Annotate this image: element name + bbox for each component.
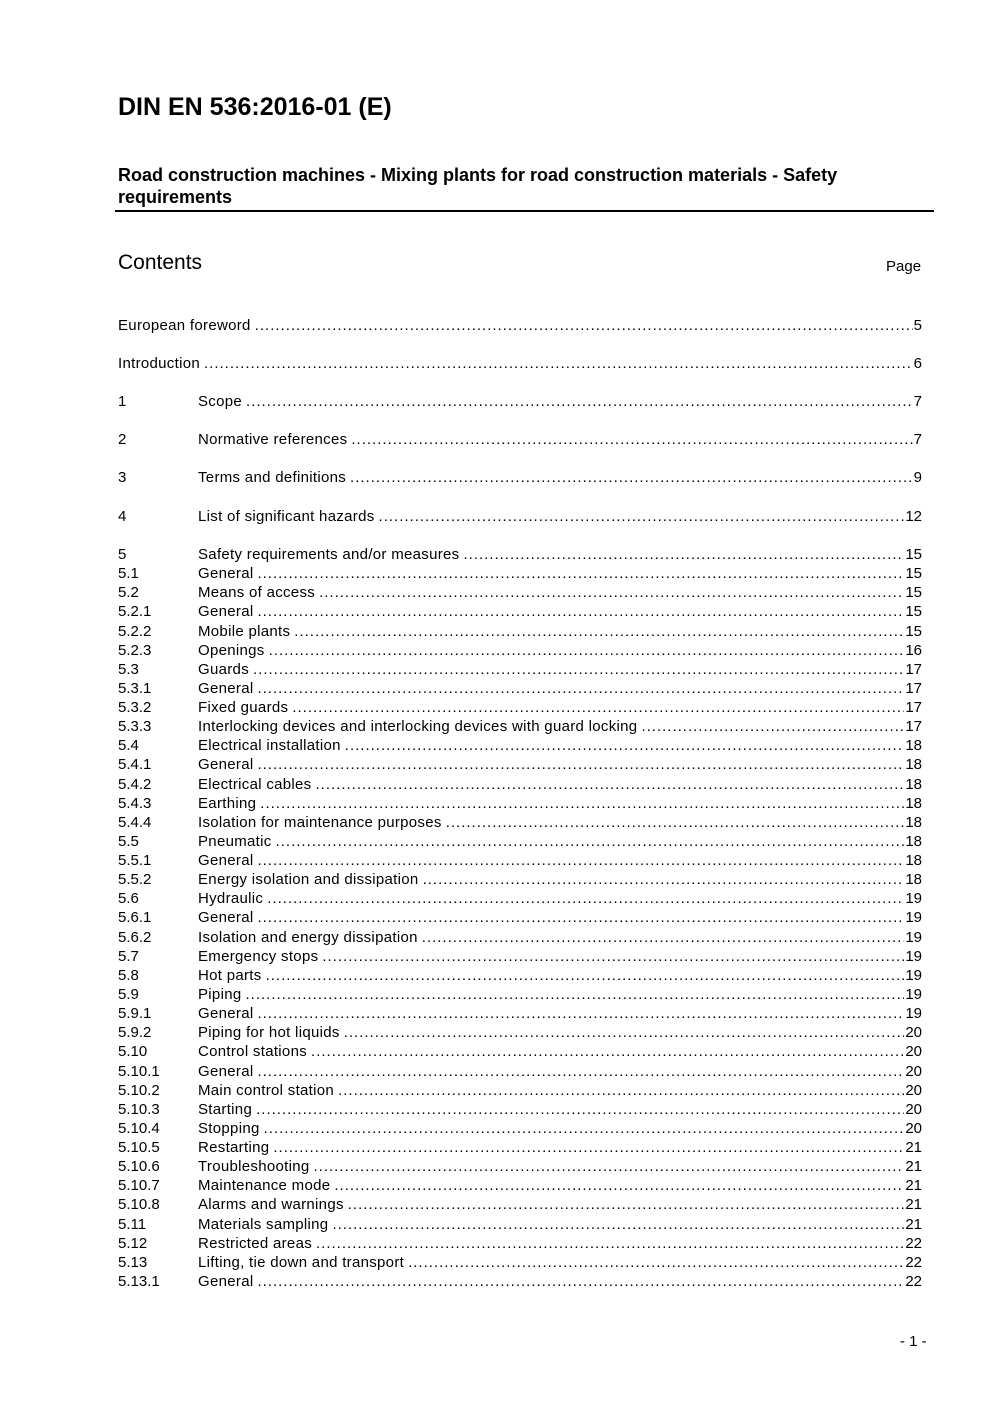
toc-section-title: List of significant hazards [198,508,375,525]
toc-page-number: 17 [905,699,922,717]
toc-dot-leader [257,602,904,622]
toc-section-title: Mobile plants [198,622,291,640]
toc-entry[interactable] [118,583,922,603]
toc-section-title: Openings [198,641,265,659]
toc-page-number: 19 [905,928,922,946]
toc-section-title: Electrical installation [198,737,341,755]
toc-entry[interactable] [118,832,922,852]
toc-page-number: 5 [913,317,922,334]
toc-section-title: Fixed guards [198,699,289,717]
toc-entry[interactable] [118,813,922,833]
toc-dot-leader [257,1272,904,1292]
toc-page-number: 19 [905,890,922,908]
toc-entry[interactable] [118,1081,922,1101]
toc-page-number: 15 [905,546,922,563]
toc-dot-leader [316,1234,904,1254]
toc-page-number: 18 [905,852,922,870]
toc-page-number: 22 [905,1253,922,1271]
toc-dot-leader [344,1023,905,1043]
toc-section-title: General [198,1272,254,1290]
toc-entry[interactable] [118,1119,922,1139]
toc-section-number: 5.2.1 [118,603,152,621]
toc-section-number: 5.4.4 [118,813,152,831]
toc-section-number: 5.6.2 [118,928,152,946]
toc-dot-leader [422,928,905,948]
toc-section-number: 5.9 [118,985,139,1003]
toc-section-number: 5.4.2 [118,775,152,793]
toc-page-number: 17 [905,679,922,697]
toc-section-number: 5.3.3 [118,718,152,736]
toc-page-number: 22 [905,1234,922,1252]
title-underline [115,210,934,212]
toc-section-number: 5.10.8 [118,1196,160,1214]
toc-section-title: Means of access [198,584,316,602]
toc-entry[interactable] [118,316,922,336]
toc-entry[interactable] [118,947,922,967]
toc-page-number: 7 [913,393,922,410]
toc-section-number: 5.5.2 [118,871,152,889]
toc-entry[interactable] [118,870,922,890]
toc-dot-leader [322,947,904,967]
toc-page-number: 20 [905,1119,922,1137]
toc-entry[interactable] [118,468,922,488]
toc-page-number: 21 [905,1215,922,1233]
toc-dot-leader [246,392,913,412]
toc-dot-leader [269,641,905,661]
toc-page-number: 21 [905,1139,922,1157]
toc-section-title: Main control station [198,1081,335,1099]
toc-section-title: Terms and definitions [198,469,347,486]
toc-entry[interactable] [118,1042,922,1062]
toc-section-number: 5.13.1 [118,1272,160,1290]
toc-section-number: 5.3 [118,660,139,678]
toc-section-title: Guards [198,660,249,678]
toc-dot-leader [463,545,904,565]
toc-dot-leader [423,870,905,890]
toc-entry[interactable] [118,1138,922,1158]
toc-section-title: Isolation for maintenance purposes [198,813,442,831]
toc-dot-leader [257,1004,904,1024]
toc-entry[interactable] [118,775,922,795]
toc-dot-leader [315,775,904,795]
toc-entry[interactable] [118,1215,922,1235]
toc-page-number: 19 [905,909,922,927]
toc-section-number: 5.4.1 [118,756,152,774]
toc-section-number: 5.12 [118,1234,148,1252]
toc-page-number: 15 [905,603,922,621]
toc-dot-leader [379,507,905,527]
toc-page-number: 6 [913,355,922,372]
toc-entry[interactable] [118,1100,922,1120]
toc-page-number: 20 [905,1100,922,1118]
toc-dot-leader [257,851,904,871]
toc-entry[interactable] [118,622,922,642]
toc-dot-leader [292,698,904,718]
page-column-label: Page [886,258,922,275]
toc-section-title: Control stations [198,1043,308,1061]
toc-entry[interactable] [118,1253,922,1273]
toc-dot-leader [253,660,904,680]
toc-section-title: General [198,909,254,927]
toc-page-number: 15 [905,622,922,640]
toc-entry[interactable] [118,602,922,622]
toc-entry[interactable] [118,430,922,450]
toc-section-title: Earthing [198,794,257,812]
toc-page-number: 12 [905,508,922,525]
toc-section-title: Troubleshooting [198,1158,310,1176]
toc-section-title: European foreword [118,317,251,334]
toc-entry[interactable] [118,1272,922,1292]
toc-page-number: 20 [905,1043,922,1061]
toc-section-number: 4 [118,508,127,525]
toc-dot-leader [255,316,913,336]
toc-dot-leader [276,832,905,852]
toc-dot-leader [257,679,904,699]
toc-section-number: 5.4 [118,737,139,755]
toc-entry[interactable] [118,966,922,986]
toc-dot-leader [273,1138,904,1158]
toc-section-number: 5.3.1 [118,679,152,697]
toc-section-number: 5.5 [118,832,139,850]
toc-entry[interactable] [118,507,922,527]
toc-dot-leader [345,736,905,756]
toc-section-title: General [198,603,254,621]
toc-section-number: 5.1 [118,565,139,583]
toc-dot-leader [641,717,904,737]
toc-entry[interactable] [118,717,922,737]
toc-dot-leader [204,354,913,374]
toc-section-title: Restarting [198,1139,270,1157]
toc-page-number: 19 [905,1005,922,1023]
toc-page-number: 17 [905,660,922,678]
toc-entry[interactable] [118,794,922,814]
toc-entry[interactable] [118,1195,922,1215]
toc-section-number: 5.5.1 [118,852,152,870]
toc-page-number: 22 [905,1272,922,1290]
toc-dot-leader [266,966,905,986]
toc-entry[interactable] [118,698,922,718]
toc-page-number: 19 [905,985,922,1003]
toc-section-title: Alarms and warnings [198,1196,344,1214]
toc-dot-leader [348,1195,905,1215]
toc-page-number: 20 [905,1024,922,1042]
toc-section-title: Maintenance mode [198,1177,331,1195]
toc-entry[interactable] [118,660,922,680]
toc-dot-leader [267,889,904,909]
toc-page-number: 18 [905,775,922,793]
toc-dot-leader [246,985,905,1005]
toc-section-number: 5.10 [118,1043,148,1061]
toc-page-number: 18 [905,756,922,774]
toc-entry[interactable] [118,641,922,661]
toc-section-number: 5.10.1 [118,1062,160,1080]
toc-section-number: 5.2.3 [118,641,152,659]
toc-entry[interactable] [118,564,922,584]
toc-section-number: 5.10.3 [118,1100,160,1118]
toc-page-number: 20 [905,1062,922,1080]
toc-dot-leader [446,813,905,833]
toc-page-number: 15 [905,584,922,602]
toc-page-number: 19 [905,966,922,984]
toc-page-number: 9 [913,469,922,486]
document-id: DIN EN 536:2016-01 (E) [118,93,392,121]
toc-section-title: Interlocking devices and interlocking devices with guard locking [198,718,638,736]
toc-section-number: 5.2.2 [118,622,152,640]
toc-section-title: General [198,679,254,697]
toc-dot-leader [260,794,904,814]
toc-section-title: General [198,756,254,774]
toc-entry[interactable] [118,1176,922,1196]
toc-page-number: 21 [905,1158,922,1176]
toc-section-title: Piping for hot liquids [198,1024,340,1042]
toc-section-title: Piping [198,985,242,1003]
toc-section-number: 5.9.1 [118,1005,152,1023]
toc-dot-leader [332,1215,904,1235]
contents-heading: Contents [118,251,203,274]
toc-dot-leader [257,755,904,775]
toc-dot-leader [334,1176,904,1196]
toc-page-number: 18 [905,813,922,831]
toc-entry[interactable] [118,354,922,374]
toc-section-number: 5.13 [118,1253,148,1271]
toc-entry[interactable] [118,985,922,1005]
toc-dot-leader [264,1119,905,1139]
toc-section-title: Hot parts [198,966,262,984]
toc-page-number: 16 [905,641,922,659]
toc-dot-leader [256,1100,904,1120]
toc-page-number: 18 [905,871,922,889]
toc-section-number: 5.10.7 [118,1177,160,1195]
toc-section-title: Lifting, tie down and transport [198,1253,405,1271]
toc-section-number: 5.7 [118,947,139,965]
toc-page-number: 18 [905,832,922,850]
toc-section-title: General [198,1005,254,1023]
toc-dot-leader [350,468,913,488]
toc-entry[interactable] [118,545,922,565]
toc-entry[interactable] [118,1157,922,1177]
toc-section-number: 5.11 [118,1215,147,1233]
toc-dot-leader [314,1157,905,1177]
toc-section-title: Scope [198,393,243,410]
toc-page-number: 15 [905,565,922,583]
toc-dot-leader [351,430,912,450]
toc-section-number: 5.3.2 [118,699,152,717]
toc-entry[interactable] [118,889,922,909]
toc-section-title: Normative references [198,431,348,448]
toc-section-title: Starting [198,1100,253,1118]
toc-section-number: 5.4.3 [118,794,152,812]
toc-section-number: 1 [118,393,127,410]
toc-section-number: 5.10.5 [118,1139,160,1157]
toc-dot-leader [257,908,904,928]
toc-section-title: General [198,852,254,870]
toc-entry[interactable] [118,851,922,871]
toc-entry[interactable] [118,392,922,412]
document-title: Road construction machines - Mixing plants for road construction materials - Safety requirements [118,165,838,207]
toc-dot-leader [319,583,904,603]
toc-dot-leader [294,622,904,642]
toc-entry[interactable] [118,1004,922,1024]
toc-dot-leader [311,1042,904,1062]
toc-section-number: 5.6 [118,890,139,908]
toc-page-number: 18 [905,737,922,755]
toc-section-number: 5 [118,546,127,563]
toc-section-number: 5.10.6 [118,1158,160,1176]
toc-page-number: 19 [905,947,922,965]
toc-section-number: 5.6.1 [118,909,152,927]
toc-section-number: 5.10.4 [118,1119,160,1137]
toc-section-title: Stopping [198,1119,260,1137]
toc-dot-leader [257,564,904,584]
toc-dot-leader [257,1062,904,1082]
toc-section-title: Electrical cables [198,775,312,793]
toc-section-title: General [198,565,254,583]
toc-page-number: 7 [913,431,922,448]
toc-section-title: Energy isolation and dissipation [198,871,419,889]
page-number: - 1 - [900,1333,927,1350]
toc-section-number: 3 [118,469,127,486]
toc-section-title: Pneumatic [198,832,272,850]
toc-section-number: 5.8 [118,966,139,984]
toc-section-title: Isolation and energy dissipation [198,928,418,946]
toc-entry[interactable] [118,755,922,775]
toc-page-number: 20 [905,1081,922,1099]
toc-entry[interactable] [118,736,922,756]
toc-section-title: General [198,1062,254,1080]
toc-section-title: Hydraulic [198,890,264,908]
toc-entry[interactable] [118,928,922,948]
toc-section-title: Restricted areas [198,1234,313,1252]
toc-section-title: Materials sampling [198,1215,329,1233]
toc-entry[interactable] [118,679,922,699]
toc-section-title: Introduction [118,355,200,372]
toc-entry[interactable] [118,1023,922,1043]
toc-page-number: 21 [905,1196,922,1214]
toc-section-title: Emergency stops [198,947,319,965]
toc-page-number: 18 [905,794,922,812]
toc-section-title: Safety requirements and/or measures [198,546,460,563]
toc-section-number: 5.9.2 [118,1024,152,1042]
toc-entry[interactable] [118,1062,922,1082]
toc-entry[interactable] [118,1234,922,1254]
toc-page-number: 21 [905,1177,922,1195]
toc-section-number: 2 [118,431,127,448]
toc-section-number: 5.10.2 [118,1081,160,1099]
toc-dot-leader [408,1253,904,1273]
toc-dot-leader [338,1081,904,1101]
toc-entry[interactable] [118,908,922,928]
toc-section-number: 5.2 [118,584,139,602]
toc-page-number: 17 [905,718,922,736]
